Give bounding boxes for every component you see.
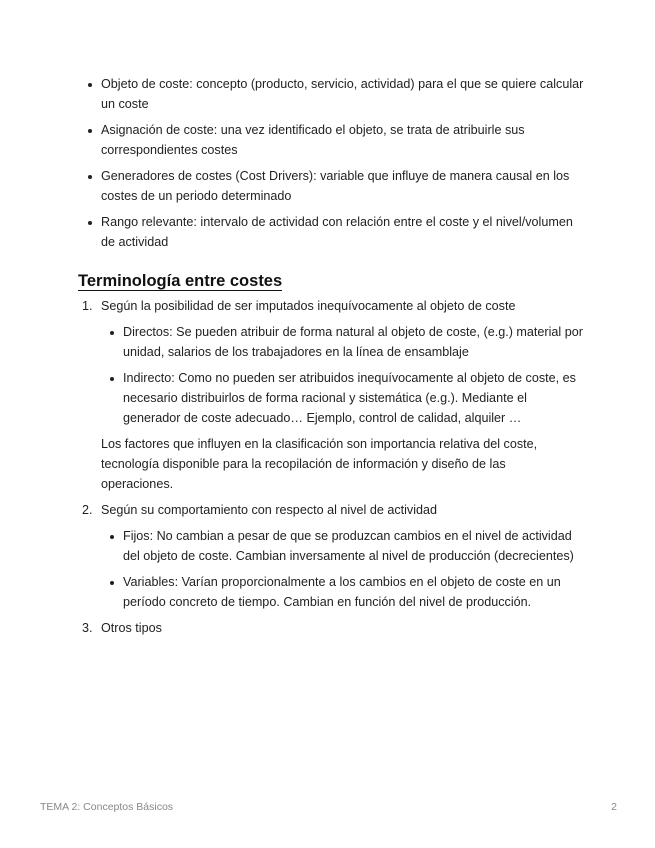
item-number: 3. (82, 621, 93, 635)
numbered-item-3 (0, 618, 655, 638)
page-number: 2 (611, 801, 617, 813)
sub-list-item: Indirecto: Como no pueden ser atribuidos inequívocamente al objeto de coste, es necesario distribuirlos de forma racional y sistemática (e.g.). Mediante el generador de coste adecuado… Ejemplo, control de calidad, alquiler … (0, 368, 655, 428)
sub-bullet-list-1 (0, 322, 655, 428)
item-text: Según su comportamiento con respecto al nivel de actividad (101, 503, 438, 517)
list-item: Rango relevante: intervalo de actividad con relación entre el coste y el nivel/volumen de actividad (0, 212, 655, 252)
item-text: Otros tipos (101, 621, 162, 635)
item-text: Según la posibilidad de ser imputados inequívocamente al objeto de coste (101, 299, 516, 313)
section-heading-text: Terminología entre costes (78, 272, 283, 290)
numbered-list (0, 296, 655, 316)
intro-bullet-list (0, 74, 655, 252)
list-item: Generadores de costes (Cost Drivers): variable que influye de manera causal en los costes de un periodo determinado (0, 166, 655, 206)
sub-bullet-list-2 (0, 526, 655, 612)
footer-title: TEMA 2: Conceptos Básicos (40, 801, 174, 813)
item-number: 2. (82, 503, 93, 517)
item-number: 1. (82, 299, 93, 313)
list-item: Objeto de coste: concepto (producto, servicio, actividad) para el que se quiere calcular un coste (0, 74, 655, 114)
paragraph: Los factores que influyen en la clasificación son importancia relativa del coste, tecnología disponible para la recopilación de información y diseño de las operaciones. (101, 437, 538, 491)
document-body (0, 74, 655, 644)
sub-list-item: Variables: Varían proporcionalmente a los cambios en el objeto de coste en un período concreto de tiempo. Cambian en función del nivel de producción. (0, 572, 655, 612)
sub-list-item: Directos: Se pueden atribuir de forma natural al objeto de coste, (e.g.) material por unidad, salarios de los trabajadores en la línea de ensamblaje (0, 322, 655, 362)
list-item: Asignación de coste: una vez identificado el objeto, se trata de atribuirle sus correspondientes costes (0, 120, 655, 160)
section-heading (78, 270, 655, 292)
numbered-list-cont (0, 500, 655, 520)
sub-list-item: Fijos: No cambian a pesar de que se produzcan cambios en el nivel de actividad del objeto de coste. Cambian inversamente al nivel de producción (decrecientes) (0, 526, 655, 566)
numbered-item-1 (0, 296, 655, 316)
numbered-list-end (0, 618, 655, 638)
numbered-item-2 (0, 500, 655, 520)
